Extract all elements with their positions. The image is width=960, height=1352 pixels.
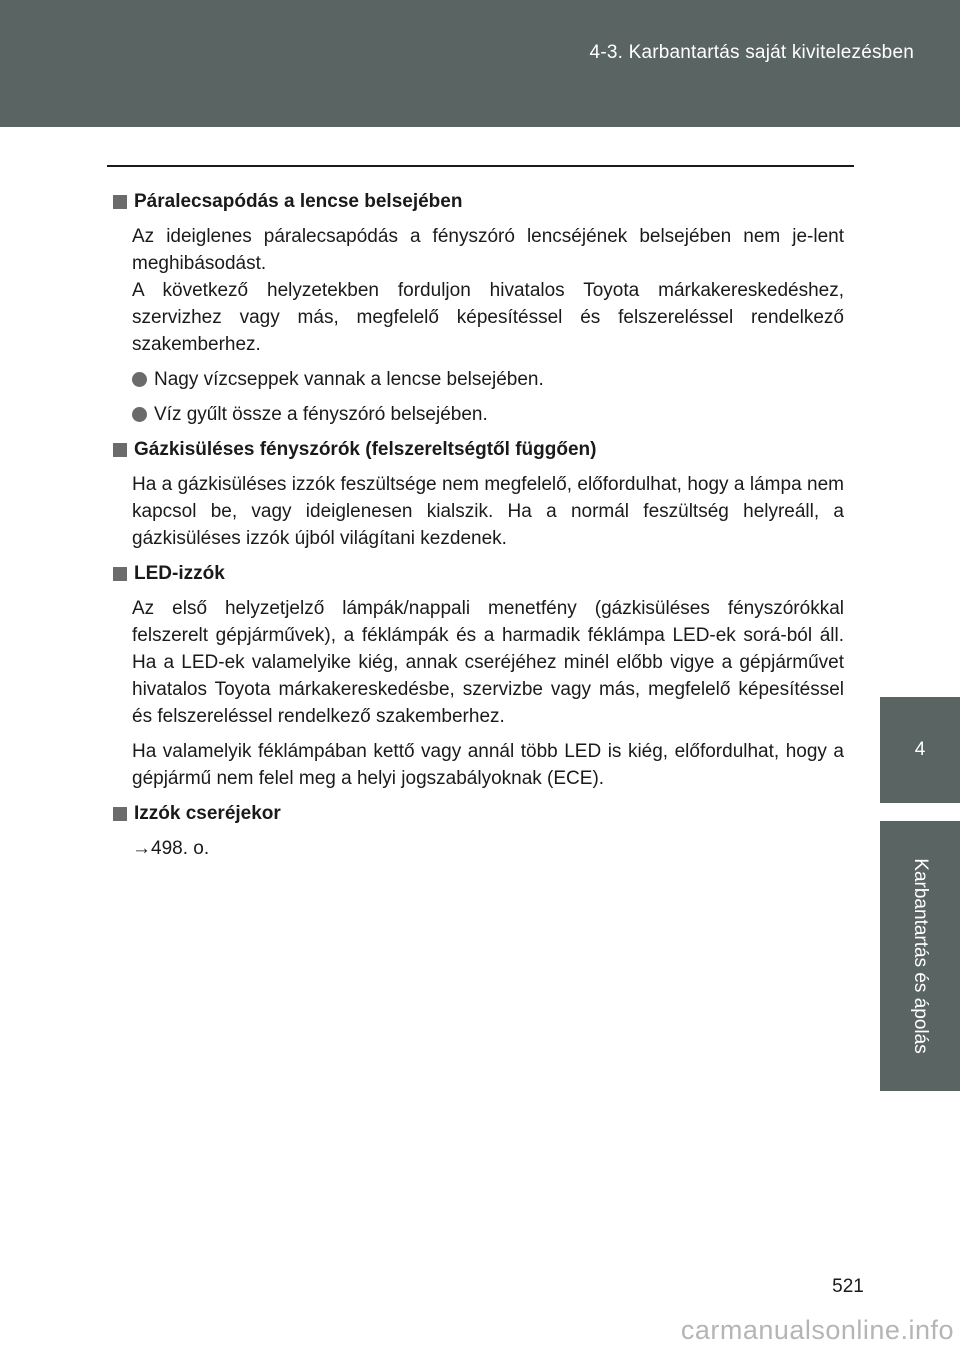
paragraph-text: Az ideiglenes páralecsapódás a fényszóró lencséjének belsejében nem je-lent meghibásodást. bbox=[132, 226, 844, 274]
square-bullet-icon bbox=[113, 443, 127, 457]
circle-bullet-icon bbox=[132, 372, 147, 387]
circle-bullet-icon bbox=[132, 407, 147, 422]
paragraph: Ha a gázkisüléses izzók feszültsége nem megfelelő, előfordulhat, hogy a lámpa nem kapcsol be, vagy ideiglenesen kialszik. Ha a normál feszültség helyreáll, a gázkisüléses izzók újból világítani kezdenek. bbox=[132, 474, 844, 549]
paragraph: Az első helyzetjelző lámpák/nappali menetfény (gázkisüléses fényszórókkal felszerelt gépjárművek), a féklámpák és a harmadik féklámpa LED-ek sorá-ból áll. Ha a LED-ek valamelyike kiég, annak cseréjéhez minél előbb vigye a gépjárművet hivatalos Toyota márkakereskedésbe, szervizbe vagy más, megfelelő képesítéssel és felszereléssel rendelkező szakemberhez. bbox=[132, 598, 844, 727]
square-bullet-icon bbox=[113, 567, 127, 581]
section-heading bbox=[110, 560, 844, 587]
header-band bbox=[0, 0, 960, 127]
watermark: carmanualsonline.info bbox=[680, 1315, 954, 1345]
page-content bbox=[110, 188, 844, 870]
section-heading bbox=[110, 436, 844, 463]
section-heading-text: LED-izzók bbox=[134, 563, 225, 584]
square-bullet-icon bbox=[113, 807, 127, 821]
chapter-number: 4 bbox=[880, 697, 960, 803]
page-number: 521 bbox=[832, 1276, 864, 1297]
section-heading bbox=[110, 800, 844, 827]
section-title: 4-3. Karbantartás saját kivitelezésben bbox=[589, 42, 914, 63]
chapter-title-box bbox=[880, 821, 960, 1091]
list-item-text: Víz gyűlt össze a fényszóró belsejében. bbox=[154, 404, 488, 425]
paragraph bbox=[132, 223, 844, 358]
list-item bbox=[132, 401, 844, 428]
section-heading-text: Páralecsapódás a lencse belsejében bbox=[134, 191, 463, 212]
list-item-text: Nagy vízcseppek vannak a lencse belsejében. bbox=[154, 369, 544, 390]
section-heading bbox=[110, 188, 844, 215]
section-heading-text: Gázkisüléses fényszórók (felszereltségtől függően) bbox=[134, 439, 597, 460]
list-item bbox=[132, 366, 844, 393]
page-reference-link[interactable]: →498. o. bbox=[132, 838, 210, 859]
top-divider bbox=[107, 165, 854, 167]
chapter-side-tab bbox=[880, 127, 960, 1352]
chapter-title: Karbantartás és ápolás bbox=[910, 858, 931, 1054]
square-bullet-icon bbox=[113, 195, 127, 209]
paragraph: Ha valamelyik féklámpában kettő vagy annál több LED is kiég, előfordulhat, hogy a gépjármű nem felel meg a helyi jogszabályoknak (ECE). bbox=[132, 741, 844, 789]
paragraph-text: A következő helyzetekben forduljon hivatalos Toyota márkakereskedéshez, szervizhez vagy más, megfelelő képesítéssel és felszereléssel rendelkező szakemberhez. bbox=[132, 280, 844, 355]
section-heading-text: Izzók cseréjekor bbox=[134, 803, 281, 824]
